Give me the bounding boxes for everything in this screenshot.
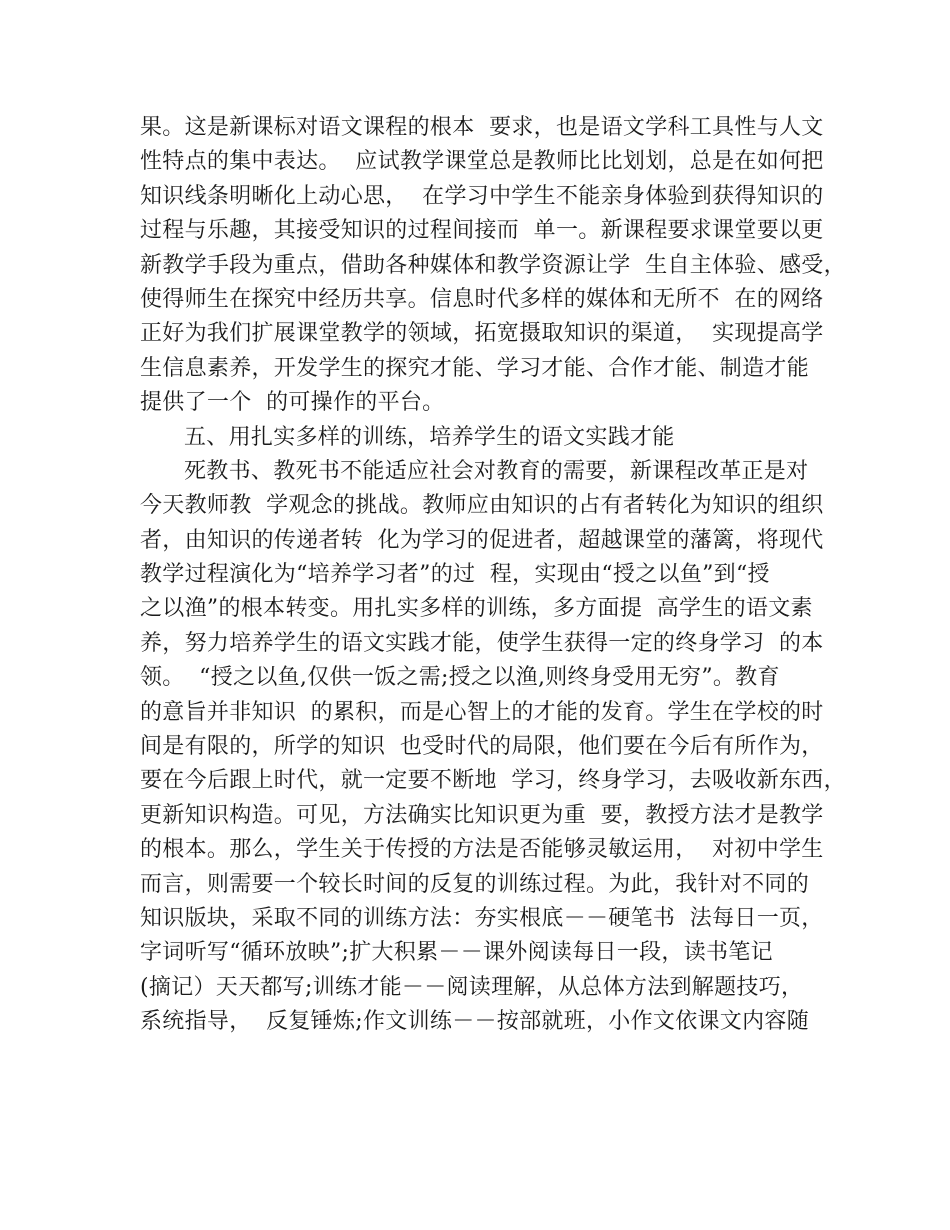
text-line: 间是有限的，所学的知识 也受时代的局限，他们要在今后有所作为， — [140, 734, 824, 760]
text-line: 的意旨并非知识 的累积，而是心智上的才能的发育。学生在学校的时 — [140, 699, 824, 725]
text-line: 新教学手段为重点，借助各种媒体和教学资源让学 生自主体验、感受， — [140, 252, 846, 278]
section-heading: 五、用扎实多样的训练，培养学生的语文实践才能 — [184, 424, 675, 450]
text-line: 系统指导， 反复锤炼;作文训练－－按部就班，小作文依课文内容随 — [140, 1009, 810, 1035]
text-line: 今天教师教 学观念的挑战。教师应由知识的占有者转化为知识的组织 — [140, 493, 824, 519]
text-line: 过程与乐趣，其接受知识的过程间接而 单一。新课程要求课堂要以更 — [140, 218, 824, 244]
text-line: 领。 “授之以鱼,仅供一饭之需;授之以渔,则终身受用无穷”。教育 — [140, 665, 780, 691]
text-line: 要在今后跟上时代，就一定要不断地 学习，终身学习，去吸收新东西， — [140, 768, 846, 794]
text-line: 字词听写“循环放映”;扩大积累－－课外阅读每日一段，读书笔记 — [140, 940, 773, 966]
text-line: 的根本。那么，学生关于传授的方法是否能够灵敏运用， 对初中学生 — [140, 837, 824, 863]
text-line: 者，由知识的传递者转 化为学习的促进者，超越课堂的藩篱，将现代 — [140, 527, 824, 553]
text-line: 提供了一个 的可操作的平台。 — [140, 390, 445, 416]
text-line: (摘记）天天都写;训练才能－－阅读理解，从总体方法到解题技巧， — [140, 974, 804, 1000]
text-line: 果。这是新课标对语文课程的根本 要求，也是语文学科工具性与人文 — [140, 115, 824, 140]
text-line: 知识版块，采取不同的训练方法：夯实根底－－硬笔书 法每日一页， — [140, 905, 824, 931]
text-line: 教学过程演化为“培养学习者”的过 程，实现由“授之以鱼”到“授 — [140, 562, 770, 588]
text-line: 知识线条明晰化上动心思， 在学习中学生不能亲身体验到获得知识的 — [140, 183, 824, 209]
body-text — [140, 111, 846, 1040]
text-line: 而言，则需要一个较长时间的反复的训练过程。为此，我针对不同的 — [140, 871, 810, 897]
text-line: 更新知识构造。可见，方法确实比知识更为重 要，教授方法才是教学 — [140, 802, 824, 828]
text-line: 使得师生在探究中经历共享。信息时代多样的媒体和无所不 在的网络 — [140, 286, 824, 312]
text-line: 性特点的集中表达。 应试教学课堂总是教师比比划划，总是在如何把 — [140, 149, 824, 175]
text-line: 养，努力培养学生的语文实践才能，使学生获得一定的终身学习 的本 — [140, 630, 824, 656]
text-line: 生信息素养，开发学生的探究才能、学习才能、合作才能、制造才能 — [140, 355, 810, 381]
text-line: 之以渔”的根本转变。用扎实多样的训练，多方面提 高学生的语文素 — [140, 596, 813, 622]
paragraph-first-line: 死教书、教死书不能适应社会对教育的需要，新课程改革正是对 — [184, 458, 809, 484]
text-line: 正好为我们扩展课堂教学的领域，拓宽摄取知识的渠道， 实现提高学 — [140, 321, 824, 347]
